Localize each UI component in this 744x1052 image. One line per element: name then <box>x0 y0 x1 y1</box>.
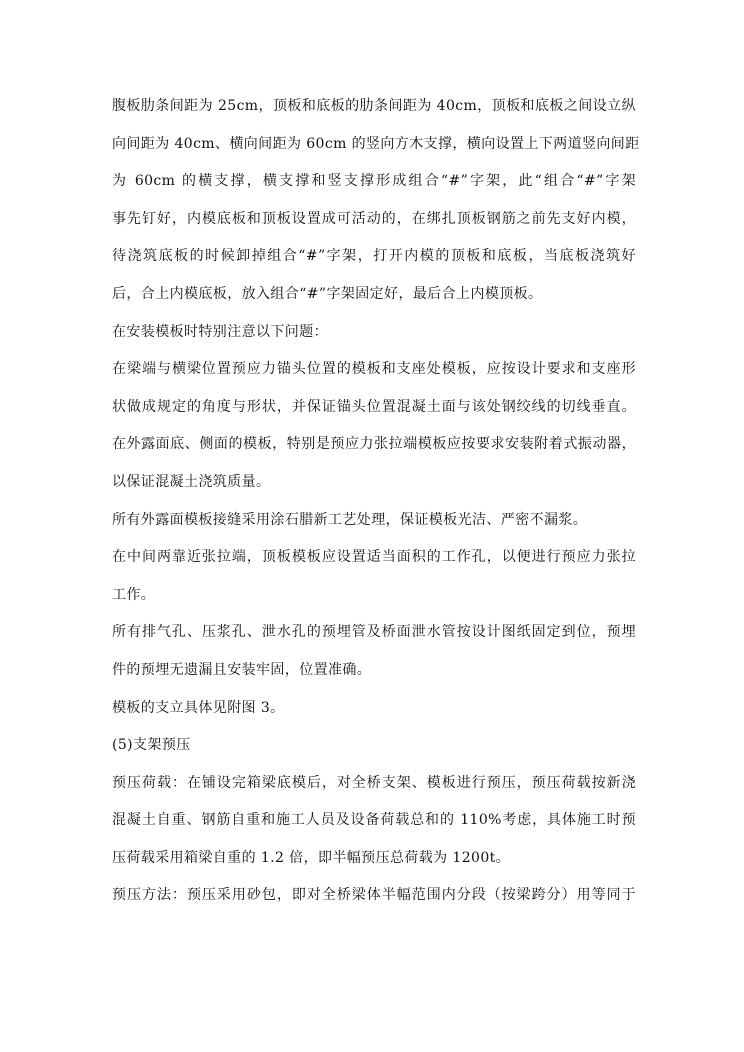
text-line: 向间距为 40cm、横向间距为 60cm 的竖向方木支撑，横向设置上下两道竖向间距 <box>112 135 640 152</box>
text-line: 在外露面底、侧面的模板，特别是预应力张拉端模板应按要求安装附着式振动器， <box>112 436 636 453</box>
text-line: 在安装模板时特别注意以下问题： <box>112 323 328 340</box>
text-line: 待浇筑底板的时候卸掉组合“#”字架，打开内模的顶板和底板，当底板浇筑好 <box>112 248 636 265</box>
text-line: 所有外露面模板接缝采用涂石腊新工艺处理，保证模板光洁、严密不漏浆。 <box>112 511 588 528</box>
text-line: 件的预埋无遗漏且安装牢固，位置准确。 <box>112 661 372 678</box>
text-line: 所有排气孔、压浆孔、泄水孔的预埋管及桥面泄水管按设计图纸固定到位，预埋 <box>112 624 636 641</box>
text-line: 预压方法：预压采用砂包，即对全桥梁体半幅范围内分段（按梁跨分）用等同于 <box>112 887 636 904</box>
text-line: 事先钉好，内模底板和顶板设置成可活动的，在绑扎顶板钢筋之前先支好内模， <box>112 210 636 227</box>
text-line: 在中间两靠近张拉端，顶板模板应设置适当面积的工作孔，以便进行预应力张拉 <box>112 549 636 566</box>
text-line: 压荷载采用箱梁自重的 1.2 倍，即半幅预压总荷载为 1200t。 <box>112 849 511 866</box>
text-line: 为 60cm 的横支撑，横支撑和竖支撑形成组合“#”字架，此“组合“#”字架 <box>112 173 636 190</box>
section-heading: (5)支架预压 <box>112 737 191 754</box>
text-line: 工作。 <box>112 586 156 603</box>
text-line: 腹板肋条间距为 25cm，顶板和底板的肋条间距为 40cm，顶板和底板之间设立纵 <box>112 98 636 114</box>
text-line: 模板的支立具体见附图 3。 <box>112 699 285 716</box>
document-body <box>112 88 640 915</box>
text-line: 预压荷载：在铺设完箱梁底模后，对全桥支架、模板进行预压，预压荷载按新浇 <box>112 774 636 791</box>
text-line: 混凝土自重、钢筋自重和施工人员及设备荷载总和的 110%考虑，具体施工时预 <box>112 812 636 829</box>
text-line: 后，合上内模底板，放入组合“#”字架固定好，最后合上内模顶板。 <box>112 285 543 302</box>
text-line: 在梁端与横梁位置预应力锚头位置的模板和支座处模板，应按设计要求和支座形 <box>112 361 636 378</box>
text-line: 以保证混凝土浇筑质量。 <box>112 473 271 490</box>
text-line: 状做成规定的角度与形状，并保证锚头位置混凝土面与该处钢绞线的切线垂直。 <box>112 398 636 415</box>
